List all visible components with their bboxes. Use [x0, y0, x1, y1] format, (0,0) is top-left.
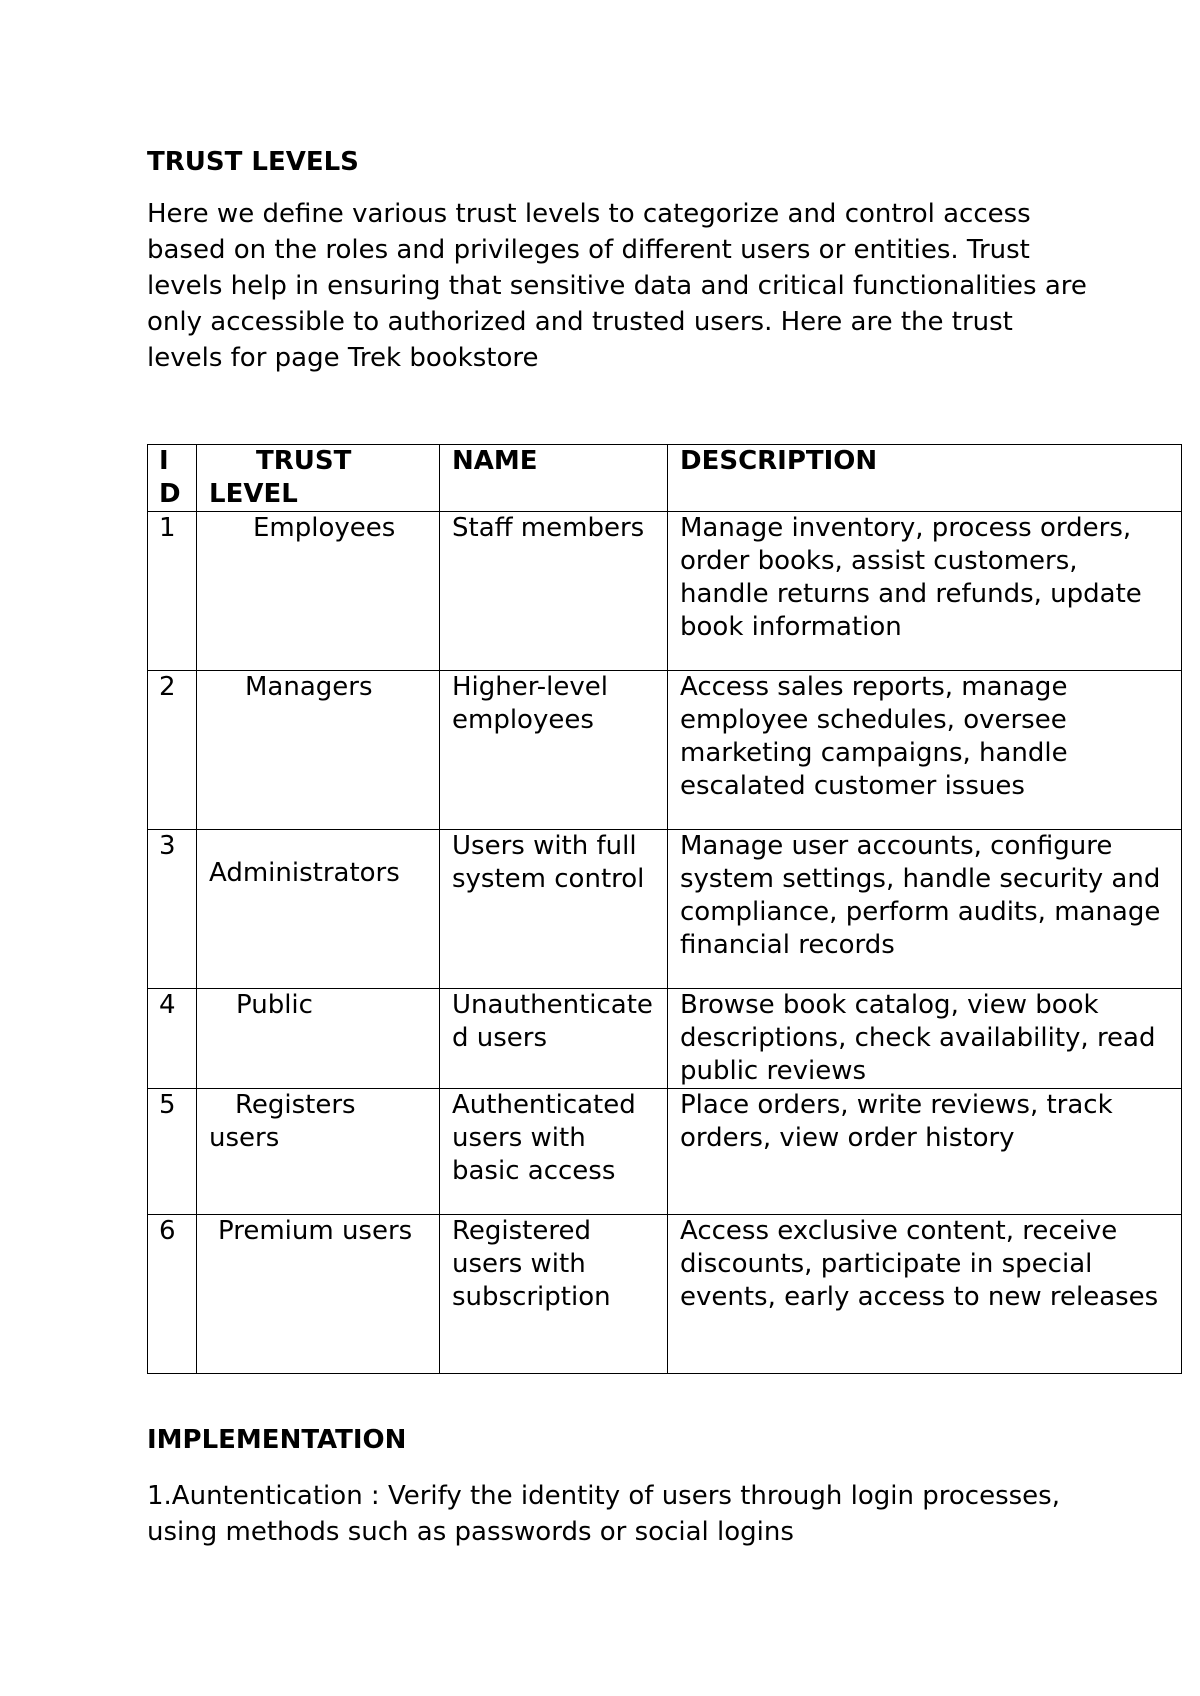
row-id: 4: [148, 989, 197, 1089]
row-name: Unauthenticated users: [440, 989, 668, 1089]
implementation-heading: IMPLEMENTATION: [147, 1425, 407, 1455]
row-trust-level: Public: [197, 989, 440, 1089]
row-description: Place orders, write reviews, track orders, view order history: [668, 1089, 1182, 1215]
row-name: Registered users with subscription: [440, 1215, 668, 1374]
row-description: Access sales reports, manage employee schedules, oversee marketing campaigns, handle escalated customer issues: [668, 671, 1182, 830]
table-row: [148, 989, 1182, 1089]
table-row: [148, 671, 1182, 830]
row-trust-level: Registers users: [197, 1089, 440, 1215]
trust-levels-intro: Here we define various trust levels to categorize and control access based on the roles and privileges of different users or entities. Trust levels help in ensuring that sensitive data and critical functionalities are only accessible to authorized and trusted users. Here are the trust levels for page Trek bookstore: [147, 199, 1087, 373]
row-description: Manage user accounts, configure system settings, handle security and compliance, perform audits, manage financial records: [668, 830, 1182, 989]
row-description: Access exclusive content, receive discounts, participate in special events, early access to new releases: [668, 1215, 1182, 1374]
row-trust-level: Administrators: [197, 830, 440, 989]
header-trust-level: TRUST LEVEL: [197, 445, 440, 512]
table-row: [148, 830, 1182, 989]
row-name: Users with full system control: [440, 830, 668, 989]
row-id: 2: [148, 671, 197, 830]
trust-levels-table: [147, 444, 1182, 1374]
row-name: Staff members: [440, 512, 668, 671]
table-header-row: [148, 445, 1182, 512]
header-description: DESCRIPTION: [668, 445, 1182, 512]
row-description: Browse book catalog, view book descriptions, check availability, read public reviews: [668, 989, 1182, 1089]
table-row: [148, 1215, 1182, 1374]
row-trust-level: Premium users: [197, 1215, 440, 1374]
trust-levels-heading: TRUST LEVELS: [147, 147, 359, 177]
row-description: Manage inventory, process orders, order books, assist customers, handle returns and refunds, update book information: [668, 512, 1182, 671]
row-id: 3: [148, 830, 197, 989]
implementation-item-authentication: 1.Auntentication : Verify the identity of users through login processes, using methods such as passwords or social logins: [147, 1481, 1060, 1547]
row-id: 5: [148, 1089, 197, 1215]
row-id: 1: [148, 512, 197, 671]
row-trust-level: Managers: [197, 671, 440, 830]
header-id: ID: [148, 445, 197, 512]
row-trust-level: Employees: [197, 512, 440, 671]
header-name: NAME: [440, 445, 668, 512]
row-name: Higher-level employees: [440, 671, 668, 830]
row-id: 6: [148, 1215, 197, 1374]
row-name: Authenticated users with basic access: [440, 1089, 668, 1215]
table-row: [148, 512, 1182, 671]
table-row: [148, 1089, 1182, 1215]
